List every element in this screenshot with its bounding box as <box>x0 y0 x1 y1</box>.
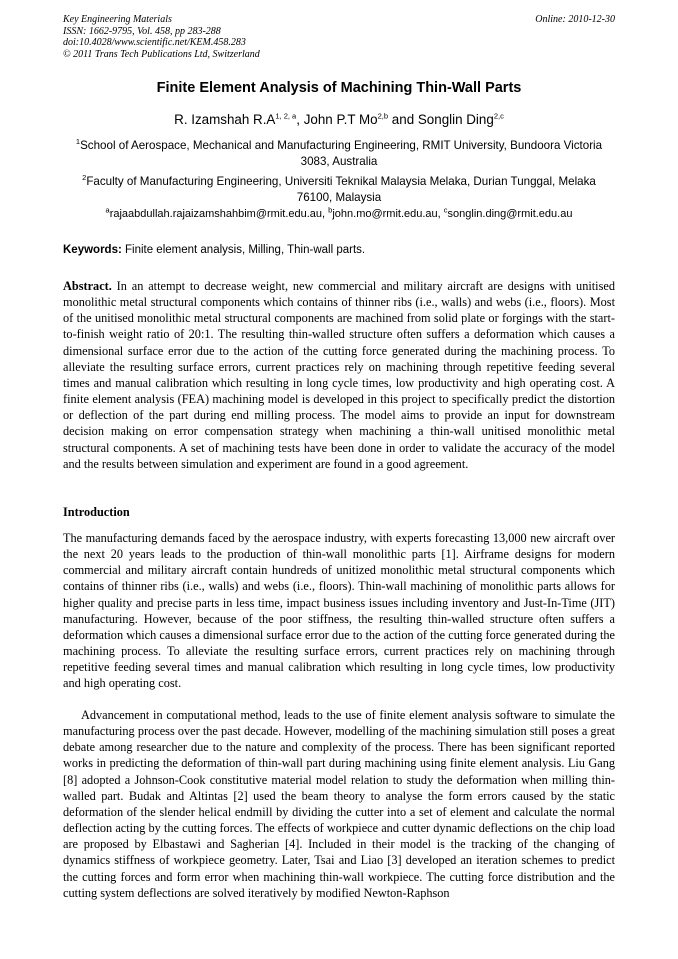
affiliation-marker: 1 <box>75 137 81 147</box>
author-affil-marker: 2,b <box>377 111 389 121</box>
affiliation <box>63 138 615 170</box>
email-address: john.mo@rmit.edu.au <box>332 208 438 220</box>
email-address: rajaabdullah.rajaizamshahbim@rmit.edu.au <box>109 208 323 220</box>
paragraph: The manufacturing demands faced by the aerospace industry, with experts forecasting 13,000 new aircraft over the next 20 years leads to the production of thin-wall monolithic parts [1]. Airframe designs for modern commercial and military aircraft contain hundreds of unitized monolithic metal structural components which contains of thinner ribs (i.e., walls) and webs (i.e., floors). Thin-wall machining of monolithic parts allows for higher quality and precise parts in less time, impact business issues including inventory and Just-In-Time (JIT) manufacturing. However, because of the poor stiffness, the resulting thin-walled structure often suffers a deformation which causes a dimensional surface error due to the action of the cutting force generated during the machining process. To alleviate the resulting surface errors, current practices rely on machining through repetitive feeding several times and manual calibration which resulting in long cycle times, low productivity and high operating cost. <box>63 531 615 691</box>
section-heading: Introduction <box>63 505 130 519</box>
abstract <box>63 278 615 472</box>
abstract-text: In an attempt to decrease weight, new commercial and military aircraft are designs with unitised monolithic metal structural components which contains of thinner ribs (i.e., walls) and webs (i.e., floors). Most of the unitised monolithic metal structural components are machined from solid plate or forgings with the start-to-finish weight ratio of 20:1. The resulting thin-walled structure often suffers a deformation which causes a dimensional surface error due to the action of the cutting force generated during the machining process. To alleviate the resulting surface errors, current practices rely on machining through repetitive feeding several times and manual calibration which resulting in long cycle times, low productivity and high operating cost. A finite element analysis (FEA) machining model is developed in this project to specifically predict the distortion or deflection of the part during end milling process. The model aims to provide an input for downstream decision making on error compensation strategy when machining a thin-wall unitised monolithic metal structural components. A set of machining tests have been done in order to validate the accuracy of the model and the results between simulation and experiment are found in a good agreement. <box>63 279 615 471</box>
affiliation-text: Faculty of Manufacturing Engineering, Universiti Teknikal Malaysia Melaka, Durian Tunggal, Melaka 76100, Malaysia <box>86 175 596 204</box>
author-affil-marker: 2,c <box>493 111 504 121</box>
paragraph: Advancement in computational method, leads to the use of finite element analysis software to simulate the manufacturing process over the past decade. However, modelling of the machining simulation still poses a great debate among researcher due to the nature and complexity of the process. There has been significant reported works in predicting the deformation of thin-wall part during machining using finite element analysis. Liu Gang [8] adopted a Johnson-Cook constitutive material model relation to study the deformation when milling thin-walled part. Budak and Altintas [2] used the beam theory to analyse the form errors caused by the static deformation of the slender helical endmill by dividing the cutter into a set of element and calculate the normal deflection acting by the cutting forces. The effects of workpiece and cutter dynamic deflections on the chip load are proposed by Elbastawi and Sagherian [4]. Included in their model is the tracking of the changing of dynamics stiffness of workpiece geometry. Later, Tsai and Liao [3] developed an iteration schemes to predict the cutting forces and form error when machining thin-wall workpiece. The cutting force distribution and the cutting system deflections are solved iteratively by modified Newton-Raphson <box>63 708 615 900</box>
email-address: songlin.ding@rmit.edu.au <box>447 208 573 220</box>
doi-line: doi:10.4028/www.scientific.net/KEM.458.283 <box>63 37 246 48</box>
email-marker: a <box>105 205 110 215</box>
affiliation-text: School of Aerospace, Mechanical and Manufacturing Engineering, RMIT University, Bundoora Victoria 3083, Australia <box>80 139 603 168</box>
author-name: Songlin Ding <box>417 112 494 127</box>
affiliation <box>63 174 615 206</box>
online-date: Online: 2010-12-30 <box>535 14 615 25</box>
journal-header <box>63 14 615 60</box>
copyright-line: © 2011 Trans Tech Publications Ltd, Switzerland <box>63 48 260 60</box>
email-marker: b <box>328 205 333 215</box>
keywords-text: Finite element analysis, Milling, Thin-wall parts. <box>121 244 366 256</box>
keywords-label: Keywords: <box>63 244 122 256</box>
paper-title: Finite Element Analysis of Machining Thin-Wall Parts <box>156 80 522 96</box>
journal-name: Key Engineering Materials <box>63 14 172 25</box>
issn-line: ISSN: 1662-9795, Vol. 458, pp 283-288 <box>63 25 221 37</box>
abstract-label: Abstract. <box>63 279 112 293</box>
author-separator: , <box>296 112 304 127</box>
author-conjunction: and <box>388 112 418 127</box>
author-affil-marker: 1, 2, a <box>275 111 297 121</box>
affiliation-marker: 2 <box>82 173 87 183</box>
author-name: R. Izamshah R.A <box>174 112 276 127</box>
email-marker: c <box>443 205 448 215</box>
keywords <box>63 244 615 256</box>
email-list: $^a$rajaabdullah.rajaizamshahbim@rmit.edu.au, $^b$john.mo@rmit.edu.au, $^c$songlin.ding@rmit.edu.au <box>105 205 573 220</box>
author-list <box>63 112 615 127</box>
author-name: John P.T Mo <box>303 112 378 127</box>
